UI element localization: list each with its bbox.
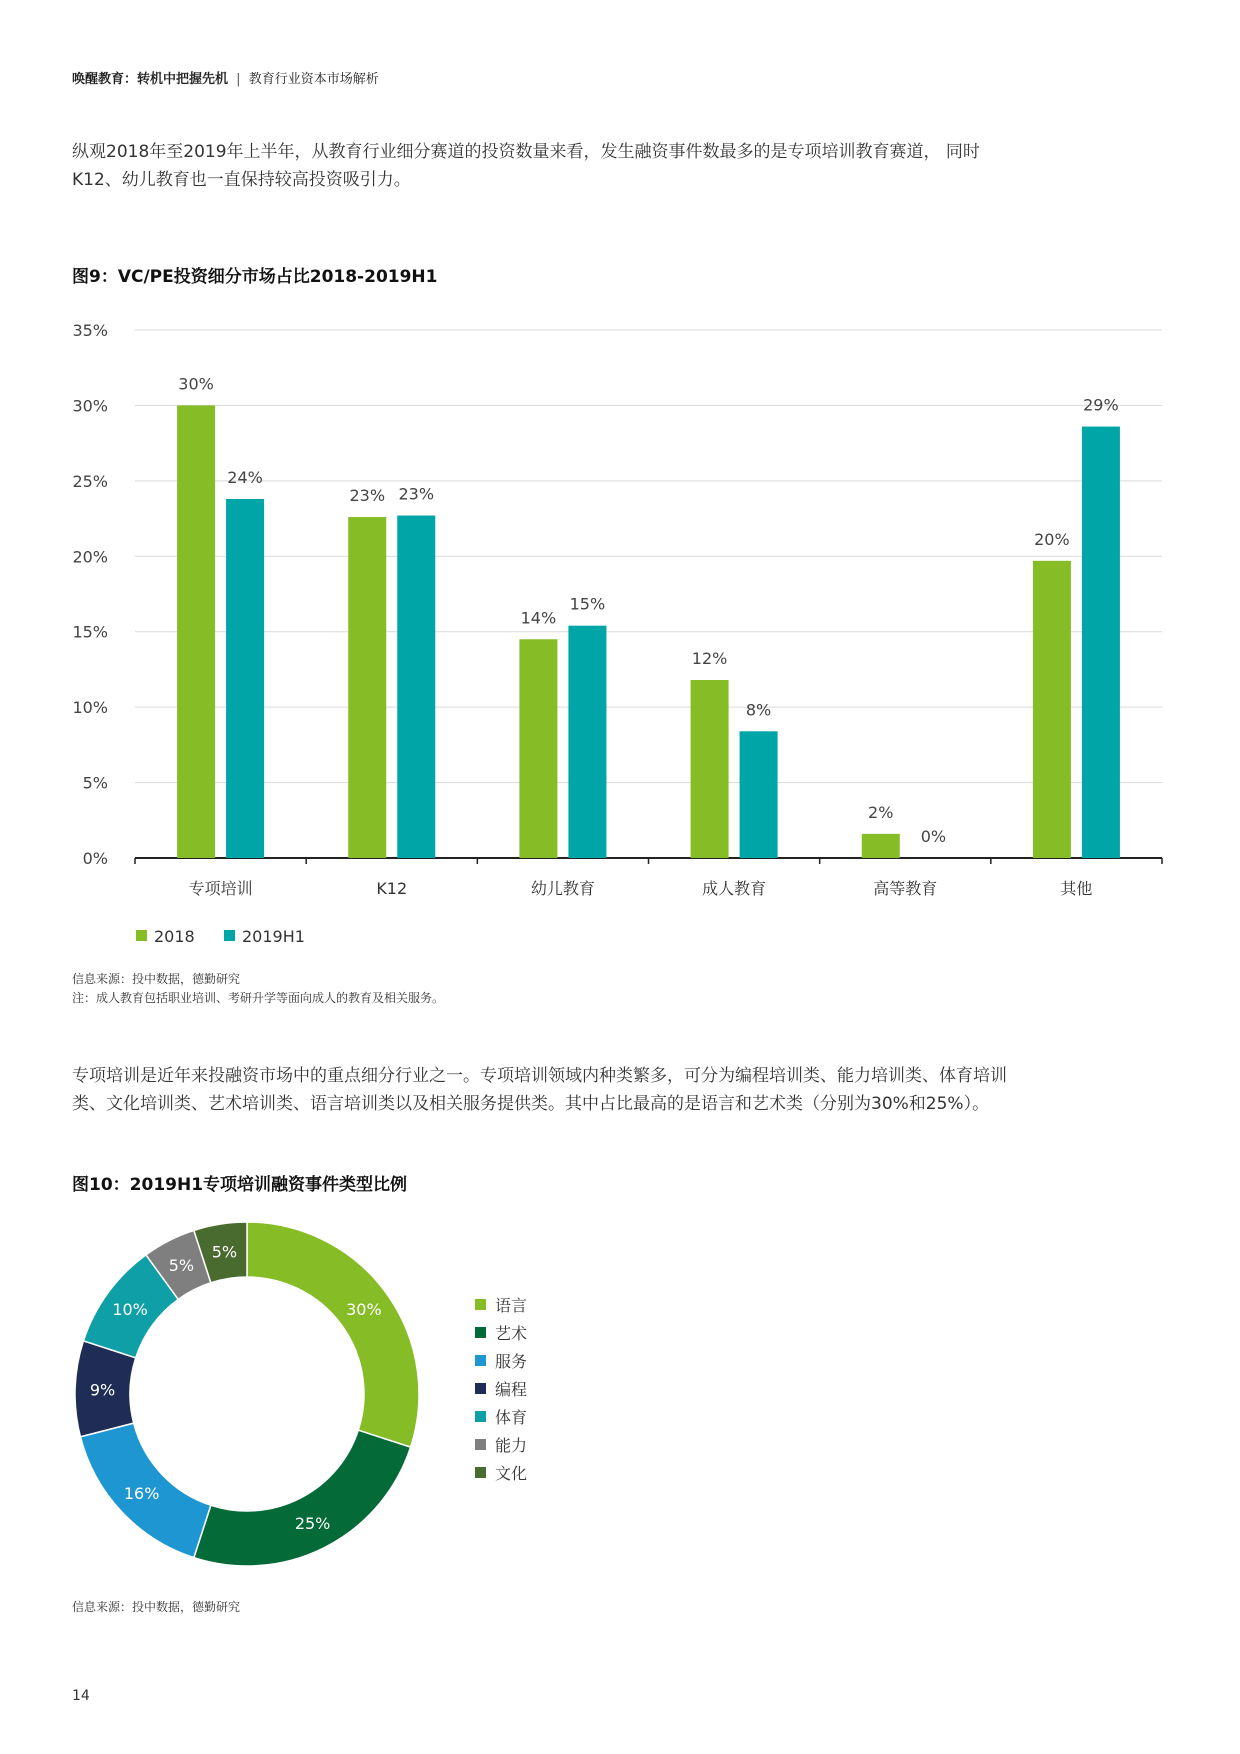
legend-item bbox=[475, 1318, 527, 1346]
bar-2018 bbox=[1033, 561, 1071, 858]
legend-item bbox=[475, 1374, 527, 1402]
legend-label: 2018 bbox=[154, 927, 195, 946]
donut-value-label: 5% bbox=[211, 1242, 238, 1262]
bar-value-label: 24% bbox=[227, 467, 263, 487]
x-tick-label: 其他 bbox=[1060, 879, 1093, 898]
donut-value-label: 25% bbox=[294, 1513, 331, 1533]
y-tick-label: 30% bbox=[72, 396, 108, 416]
donut-value-label: 30% bbox=[346, 1300, 382, 1320]
bar-value-label: 29% bbox=[1083, 395, 1119, 415]
legend-swatch bbox=[224, 930, 235, 941]
donut-value-label: 16% bbox=[123, 1483, 160, 1503]
legend-label: 能力 bbox=[495, 1435, 528, 1455]
x-tick-label: 专项培训 bbox=[188, 879, 253, 898]
donut-slice-语言 bbox=[247, 1222, 419, 1447]
bar-value-label: 14% bbox=[520, 608, 557, 628]
x-tick-label: 高等教育 bbox=[873, 879, 938, 898]
x-tick-label: 成人教育 bbox=[702, 879, 767, 898]
x-tick-label: 幼儿教育 bbox=[530, 879, 595, 898]
x-tick-label: K12 bbox=[376, 879, 408, 898]
bar-2018 bbox=[691, 680, 729, 858]
bar-2018 bbox=[177, 405, 215, 858]
y-tick-label: 15% bbox=[72, 622, 108, 642]
figure10-title: 图10：2019H1专项培训融资事件类型比例 bbox=[72, 1175, 408, 1195]
legend-item bbox=[475, 1430, 527, 1458]
header-separator: | bbox=[236, 72, 241, 87]
legend-swatch bbox=[475, 1327, 486, 1338]
y-tick-label: 25% bbox=[72, 471, 108, 491]
legend-swatch bbox=[475, 1439, 486, 1450]
figure9-source: 信息来源：投中数据，德勤研究 bbox=[72, 972, 241, 986]
donut-value-label: 10% bbox=[112, 1300, 148, 1320]
section-line-1: 专项培训是近年来投融资市场中的重点细分行业之一。专项培训领域内种类繁多，可分为编程培训类、能力培训类、体育培训 bbox=[72, 1066, 1007, 1086]
bar-value-label: 2% bbox=[868, 802, 894, 822]
bar-2018 bbox=[862, 834, 900, 858]
header-title: 唤醒教育：转机中把握先机 bbox=[72, 72, 229, 87]
intro-line-1: 纵观2018年至2019年上半年，从教育行业细分赛道的投资数量来看，发生融资事件数最多的是专项培训教育赛道， 同时 bbox=[72, 142, 980, 162]
legend-label: 服务 bbox=[495, 1351, 528, 1371]
page-number: 14 bbox=[72, 1688, 90, 1704]
donut-value-label: 9% bbox=[89, 1380, 116, 1400]
bar-chart bbox=[0, 300, 1240, 960]
legend-swatch bbox=[475, 1355, 486, 1366]
bar-2019H1 bbox=[397, 516, 435, 858]
bar-2019H1 bbox=[226, 499, 264, 858]
bar-value-label: 23% bbox=[349, 486, 386, 506]
legend-swatch bbox=[475, 1383, 486, 1394]
bar-2018 bbox=[348, 517, 386, 858]
intro-line-2: K12、幼儿教育也一直保持较高投资吸引力。 bbox=[72, 170, 411, 190]
bar-2019H1 bbox=[740, 731, 778, 858]
legend-swatch bbox=[136, 930, 147, 941]
bar-value-label: 20% bbox=[1034, 529, 1070, 549]
section-paragraph bbox=[72, 1062, 1167, 1118]
legend-item bbox=[475, 1346, 527, 1374]
donut-chart bbox=[60, 1205, 440, 1585]
bar-value-label: 12% bbox=[691, 648, 728, 668]
figure10-source: 信息来源：投中数据，德勤研究 bbox=[72, 1600, 241, 1614]
donut-value-label: 5% bbox=[168, 1256, 195, 1276]
legend-label: 编程 bbox=[495, 1379, 528, 1399]
y-tick-label: 0% bbox=[82, 849, 108, 868]
legend-swatch bbox=[475, 1299, 486, 1310]
bar-value-label: 30% bbox=[178, 374, 214, 394]
intro-paragraph bbox=[72, 138, 1167, 194]
legend-label: 2019H1 bbox=[242, 927, 305, 946]
donut-legend bbox=[475, 1290, 527, 1486]
legend-swatch bbox=[475, 1411, 486, 1422]
bar-value-label: 8% bbox=[745, 700, 772, 720]
page-header bbox=[72, 68, 379, 87]
bar-value-label: 15% bbox=[569, 594, 606, 614]
header-subtitle: 教育行业资本市场解析 bbox=[248, 72, 379, 87]
legend-label: 文化 bbox=[495, 1463, 528, 1483]
y-tick-label: 10% bbox=[72, 698, 108, 718]
figure9-notes bbox=[72, 970, 444, 1008]
donut-slice-艺术 bbox=[194, 1430, 411, 1566]
bar-2019H1 bbox=[1082, 427, 1120, 858]
legend-label: 艺术 bbox=[495, 1323, 528, 1343]
legend-item bbox=[475, 1402, 527, 1430]
legend-label: 语言 bbox=[495, 1295, 528, 1315]
y-tick-label: 35% bbox=[72, 321, 108, 340]
legend-swatch bbox=[475, 1467, 486, 1478]
figure9-title: 图9：VC/PE投资细分市场占比2018-2019H1 bbox=[72, 267, 438, 287]
legend-item bbox=[475, 1458, 527, 1486]
bar-2018 bbox=[519, 639, 557, 858]
bar-value-label: 0% bbox=[920, 827, 947, 846]
legend-item bbox=[475, 1290, 527, 1318]
bar-2019H1 bbox=[568, 626, 606, 858]
figure9-note: 注：成人教育包括职业培训、考研升学等面向成人的教育及相关服务。 bbox=[72, 991, 445, 1005]
y-tick-label: 20% bbox=[72, 547, 108, 567]
y-tick-label: 5% bbox=[82, 773, 108, 793]
bar-value-label: 23% bbox=[398, 484, 435, 504]
legend-label: 体育 bbox=[495, 1407, 528, 1427]
section-line-2: 类、文化培训类、艺术培训类、语言培训类以及相关服务提供类。其中占比最高的是语言和艺术类（分别为30%和25%）。 bbox=[72, 1094, 990, 1114]
